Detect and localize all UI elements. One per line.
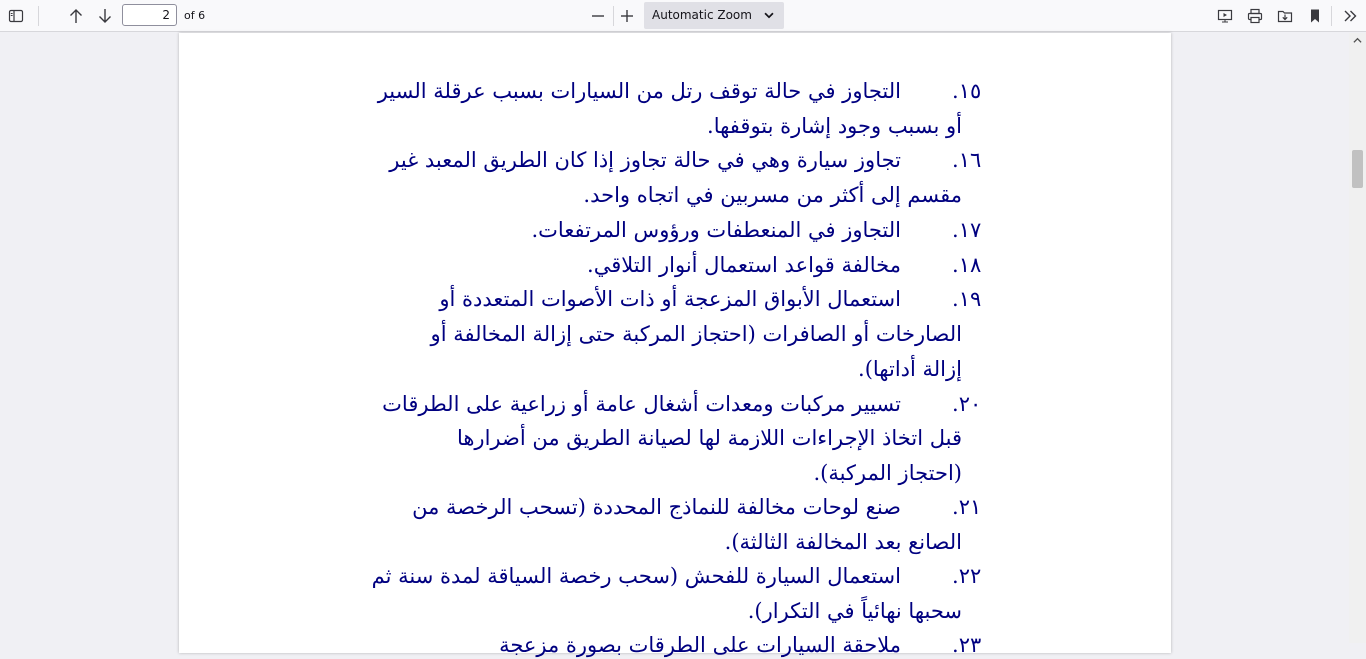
item-number: ٢٢. bbox=[952, 564, 982, 588]
item-number: ١٧. bbox=[952, 218, 982, 242]
zoom-select-label: Automatic Zoom bbox=[652, 8, 752, 22]
print-icon[interactable] bbox=[1243, 4, 1267, 28]
plus-icon[interactable] bbox=[615, 4, 639, 28]
item-line: ملاحقة السيارات على الطرقات بصورة مزعجة bbox=[499, 633, 901, 657]
item-line: استعمال الأبواق المزعجة أو ذات الأصوات المتعددة أو bbox=[439, 287, 901, 311]
item-line: صنع لوحات مخالفة للنماذج المحددة (تسحب الرخصة من bbox=[412, 495, 901, 519]
chevron-down-icon bbox=[762, 8, 776, 22]
item-line: أو بسبب وجود إشارة بتوقفها. bbox=[707, 114, 962, 138]
item-line: إزالة أداتها). bbox=[858, 357, 962, 381]
item-number: ١٦. bbox=[952, 148, 982, 172]
item-line: التجاوز في المنعطفات ورؤوس المرتفعات. bbox=[531, 218, 901, 242]
item-number: ١٨. bbox=[952, 253, 982, 277]
document-viewer[interactable] bbox=[0, 33, 1349, 657]
presentation-icon[interactable] bbox=[1213, 4, 1237, 28]
item-line: سحبها نهائياً في التكرار). bbox=[747, 599, 962, 623]
item-line: الصانع بعد المخالفة الثالثة). bbox=[724, 530, 962, 554]
item-line: الصارخات أو الصافرات (احتجاز المركبة حتى إزالة المخالفة أو bbox=[430, 322, 962, 346]
item-line: التجاوز في حالة توقف رتل من السيارات بسبب عرقلة السير bbox=[377, 79, 901, 103]
pdf-toolbar bbox=[0, 0, 1366, 32]
item-line: تسيير مركبات ومعدات أشغال عامة أو زراعية على الطرقات bbox=[382, 392, 901, 416]
double-chevron-icon[interactable] bbox=[1338, 4, 1362, 28]
item-line: قبل اتخاذ الإجراءات اللازمة لها لصيانة الطريق من أضرارها bbox=[456, 426, 962, 450]
zoom-select[interactable] bbox=[644, 2, 784, 29]
arrow-up-icon[interactable] bbox=[64, 4, 88, 28]
item-number: ٢٣. bbox=[952, 633, 982, 657]
page-count-label: of 6 bbox=[184, 9, 206, 22]
toolbar-separator bbox=[1331, 6, 1332, 26]
pdf-page bbox=[179, 33, 1171, 657]
item-number: ٢١. bbox=[952, 495, 982, 519]
bookmark-icon[interactable] bbox=[1303, 4, 1327, 28]
minus-icon[interactable] bbox=[586, 4, 610, 28]
toolbar-separator bbox=[613, 6, 614, 26]
arrow-down-icon[interactable] bbox=[93, 4, 117, 28]
item-line: (احتجاز المركبة). bbox=[813, 461, 962, 485]
scrollbar-thumb[interactable] bbox=[1352, 150, 1363, 188]
item-line: استعمال السيارة للفحش (سحب رخصة السياقة لمدة سنة ثم bbox=[371, 564, 901, 588]
save-icon[interactable] bbox=[1273, 4, 1297, 28]
item-number: ١٥. bbox=[952, 79, 982, 103]
scroll-up-arrow-icon[interactable] bbox=[1353, 36, 1362, 45]
sidebar-toggle-icon[interactable] bbox=[4, 4, 28, 28]
item-line: مخالفة قواعد استعمال أنوار التلاقي. bbox=[587, 253, 901, 277]
item-line: تجاوز سيارة وهي في حالة تجاوز إذا كان الطريق المعبد غير bbox=[389, 148, 901, 172]
item-number: ١٩. bbox=[952, 287, 982, 311]
toolbar-separator bbox=[38, 6, 39, 26]
item-line: مقسم إلى أكثر من مسربين في اتجاه واحد. bbox=[583, 183, 962, 207]
page-number-input[interactable] bbox=[122, 4, 177, 26]
item-number: ٢٠. bbox=[952, 392, 982, 416]
vertical-scrollbar[interactable] bbox=[1349, 33, 1366, 643]
